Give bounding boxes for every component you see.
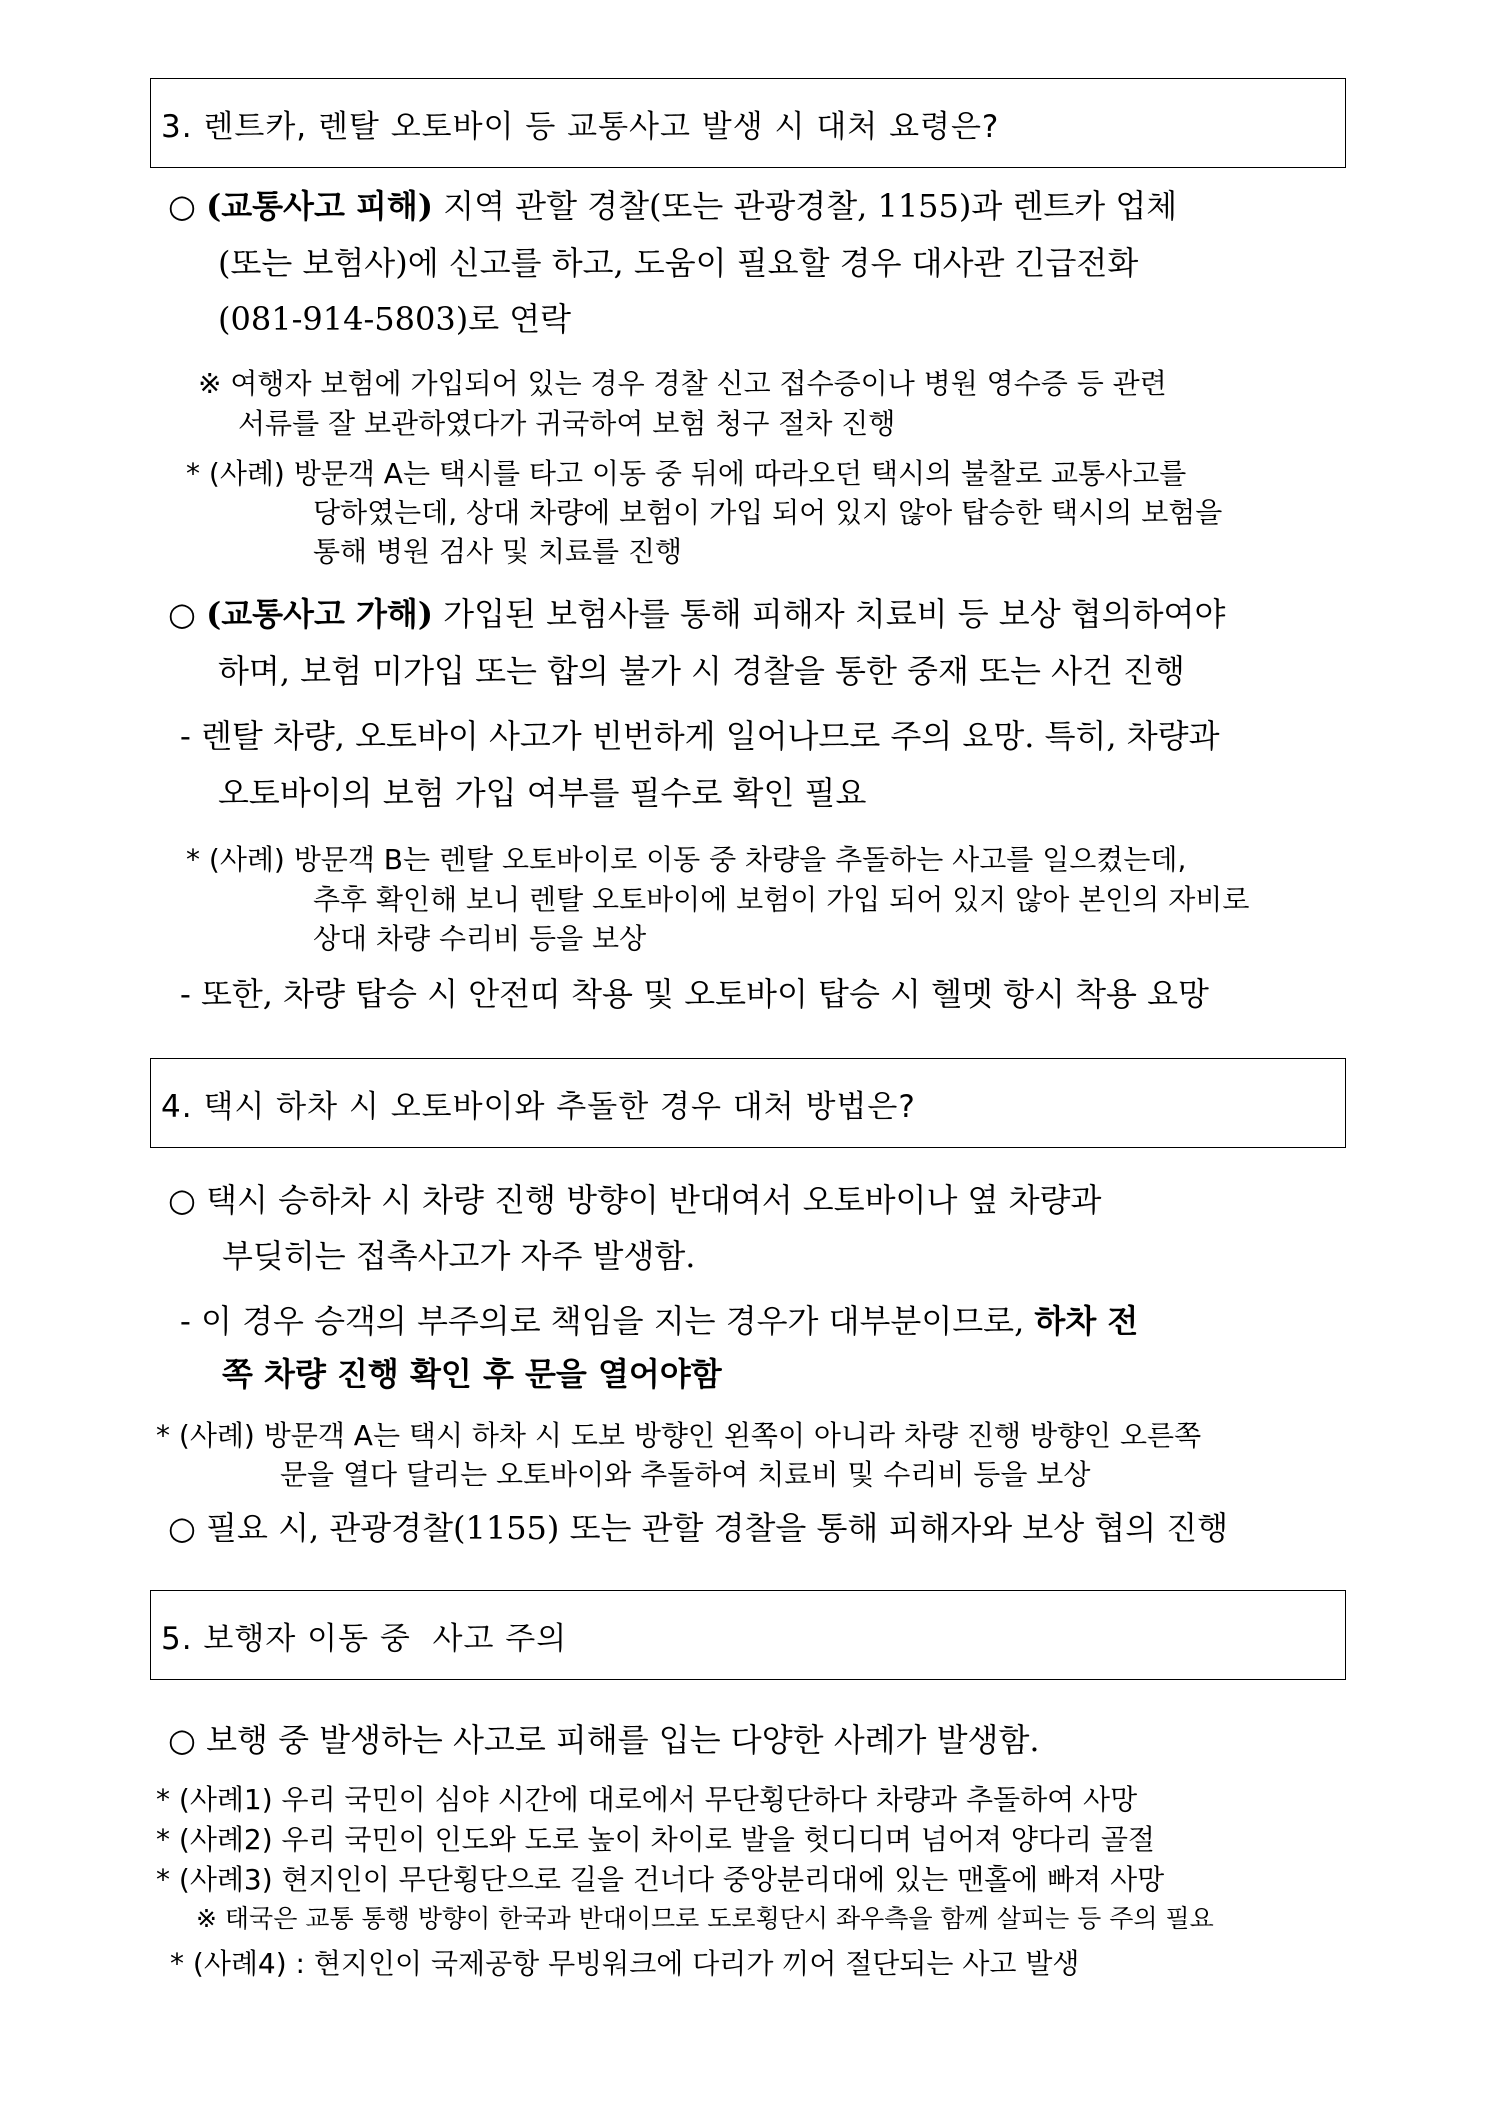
s5-note-1-text: ※ 태국은 교통 통행 방향이 한국과 반대이므로 도로횡단시 좌우측을 함께 살피는 등 주의 필요 [196,1904,1214,1933]
section-3-title-box [150,78,1346,168]
s5-case-1 [156,1783,1138,1816]
s3-line-8-text: - 또한, 차량 탑승 시 안전띠 착용 및 오토바이 탑승 시 헬멧 항시 착용 요망 [180,975,1209,1013]
s3-case-a-1 [186,457,1187,490]
s5-case-4-text: * (사례4) : 현지인이 국제공항 무빙워크에 다리가 끼어 절단되는 사고 발생 [170,1947,1080,1980]
s4-line-4-bold: 쪽 차량 진행 확인 후 문을 열어야함 [222,1355,722,1393]
s5-line-1-text: ○ 보행 중 발생하는 사고로 피해를 입는 다양한 사례가 발생함. [168,1721,1040,1759]
s4-line-2 [222,1237,696,1275]
s3-note-2 [238,407,896,440]
s5-case-2 [156,1823,1155,1856]
s4-line-4 [222,1355,722,1393]
s3-case-b-2-text: 추후 확인해 보니 렌탈 오토바이에 보험이 가입 되어 있지 않아 본인의 자비로 [313,883,1250,916]
s4-line-3-bold: 하차 전 [1034,1302,1139,1340]
s4-case-1-text: * (사례) 방문객 A는 택시 하차 시 도보 방향인 왼쪽이 아니라 차량 진행 방향인 오른쪽 [156,1419,1202,1452]
s3-line-6-text: - 렌탈 차량, 오토바이 사고가 빈번하게 일어나므로 주의 요망. 특히, 차량과 [180,717,1220,755]
s4-case-2-text: 문을 열다 달리는 오토바이와 추돌하여 치료비 및 수리비 등을 보상 [280,1458,1091,1491]
s4-case-2 [280,1458,1091,1491]
s4-line-1 [168,1181,1102,1219]
s4-line-2-text: 부딪히는 접촉사고가 자주 발생함. [222,1237,696,1275]
s3-case-b-1-text: * (사례) 방문객 B는 렌탈 오토바이로 이동 중 차량을 추돌하는 사고를 일으켰는데, [186,843,1187,876]
s3-case-a-3 [313,535,683,568]
s3-case-a-1-text: * (사례) 방문객 A는 택시를 타고 이동 중 뒤에 따라오던 택시의 불찰로 교통사고를 [186,457,1187,490]
s3-line-2-text: (또는 보험사)에 신고를 하고, 도움이 필요할 경우 대사관 긴급전화 [218,244,1139,282]
s5-case-2-text: * (사례2) 우리 국민이 인도와 도로 높이 차이로 발을 헛디디며 넘어져 양다리 골절 [156,1823,1155,1856]
s3-case-b-3 [313,922,647,955]
s4-line-5-text: ○ 필요 시, 관광경찰(1155) 또는 관할 경찰을 통해 피해자와 보상 협의 진행 [168,1509,1229,1547]
s3-note-1-text: ※ 여행자 보험에 가입되어 있는 경우 경찰 신고 접수증이나 병원 영수증 등 관련 [198,367,1167,400]
s3-line-7-text: 오토바이의 보험 가입 여부를 필수로 확인 필요 [218,774,867,812]
s3-case-b-2 [313,883,1250,916]
s3-line-6 [180,717,1220,755]
s3-line-3-text: (081-914-5803)로 연락 [218,300,572,338]
s3-case-b-1 [186,843,1187,876]
section-3-title: 3. 렌트카, 렌탈 오토바이 등 교통사고 발생 시 대처 요령은? [161,108,1000,145]
s4-case-1 [156,1419,1202,1452]
s3-case-b-3-text: 상대 차량 수리비 등을 보상 [313,922,647,955]
s3-case-a-2-text: 당하였는데, 상대 차량에 보험이 가입 되어 있지 않아 탑승한 택시의 보험을 [313,496,1223,529]
s5-case-3 [156,1863,1165,1896]
section-5-title: 5. 보행자 이동 중 사고 주의 [161,1620,568,1657]
s3-line-4 [168,595,1226,633]
s5-case-4 [170,1947,1080,1980]
s3-case-a-2 [313,496,1223,529]
s5-case-1-text: * (사례1) 우리 국민이 심야 시간에 대로에서 무단횡단하다 차량과 추돌하여 사망 [156,1783,1138,1816]
section-4-title-box [150,1058,1346,1148]
s3-line-4-text: ○ (교통사고 가해) 가입된 보험사를 통해 피해자 치료비 등 보상 협의하여야 [168,595,1226,633]
s3-line-5 [218,652,1185,690]
s3-line-7 [218,774,867,812]
s5-line-1 [168,1721,1040,1759]
s4-line-3 [180,1302,1139,1340]
s5-note-1 [196,1906,1214,1931]
s4-line-3-text: - 이 경우 승객의 부주의로 책임을 지는 경우가 대부분이므로, [180,1302,1025,1340]
s3-line-3 [218,300,572,338]
s3-line-1 [168,187,1178,225]
s3-note-1 [198,367,1167,400]
s4-line-1-text: ○ 택시 승하차 시 차량 진행 방향이 반대여서 오토바이나 옆 차량과 [168,1181,1102,1219]
s4-line-5 [168,1509,1229,1547]
s3-line-2 [218,244,1139,282]
s3-line-8 [180,975,1209,1013]
s3-case-a-3-text: 통해 병원 검사 및 치료를 진행 [313,535,683,568]
s3-note-2-text: 서류를 잘 보관하였다가 귀국하여 보험 청구 절차 진행 [238,407,896,440]
s3-line-1-text: ○ (교통사고 피해) 지역 관할 경찰(또는 관광경찰, 1155)과 렌트카 업체 [168,187,1178,225]
s3-line-5-text: 하며, 보험 미가입 또는 합의 불가 시 경찰을 통한 중재 또는 사건 진행 [218,652,1185,690]
section-4-title: 4. 택시 하차 시 오토바이와 추돌한 경우 대처 방법은? [161,1088,916,1125]
s5-case-3-text: * (사례3) 현지인이 무단횡단으로 길을 건너다 중앙분리대에 있는 맨홀에 빠져 사망 [156,1863,1165,1896]
section-5-title-box [150,1590,1346,1680]
